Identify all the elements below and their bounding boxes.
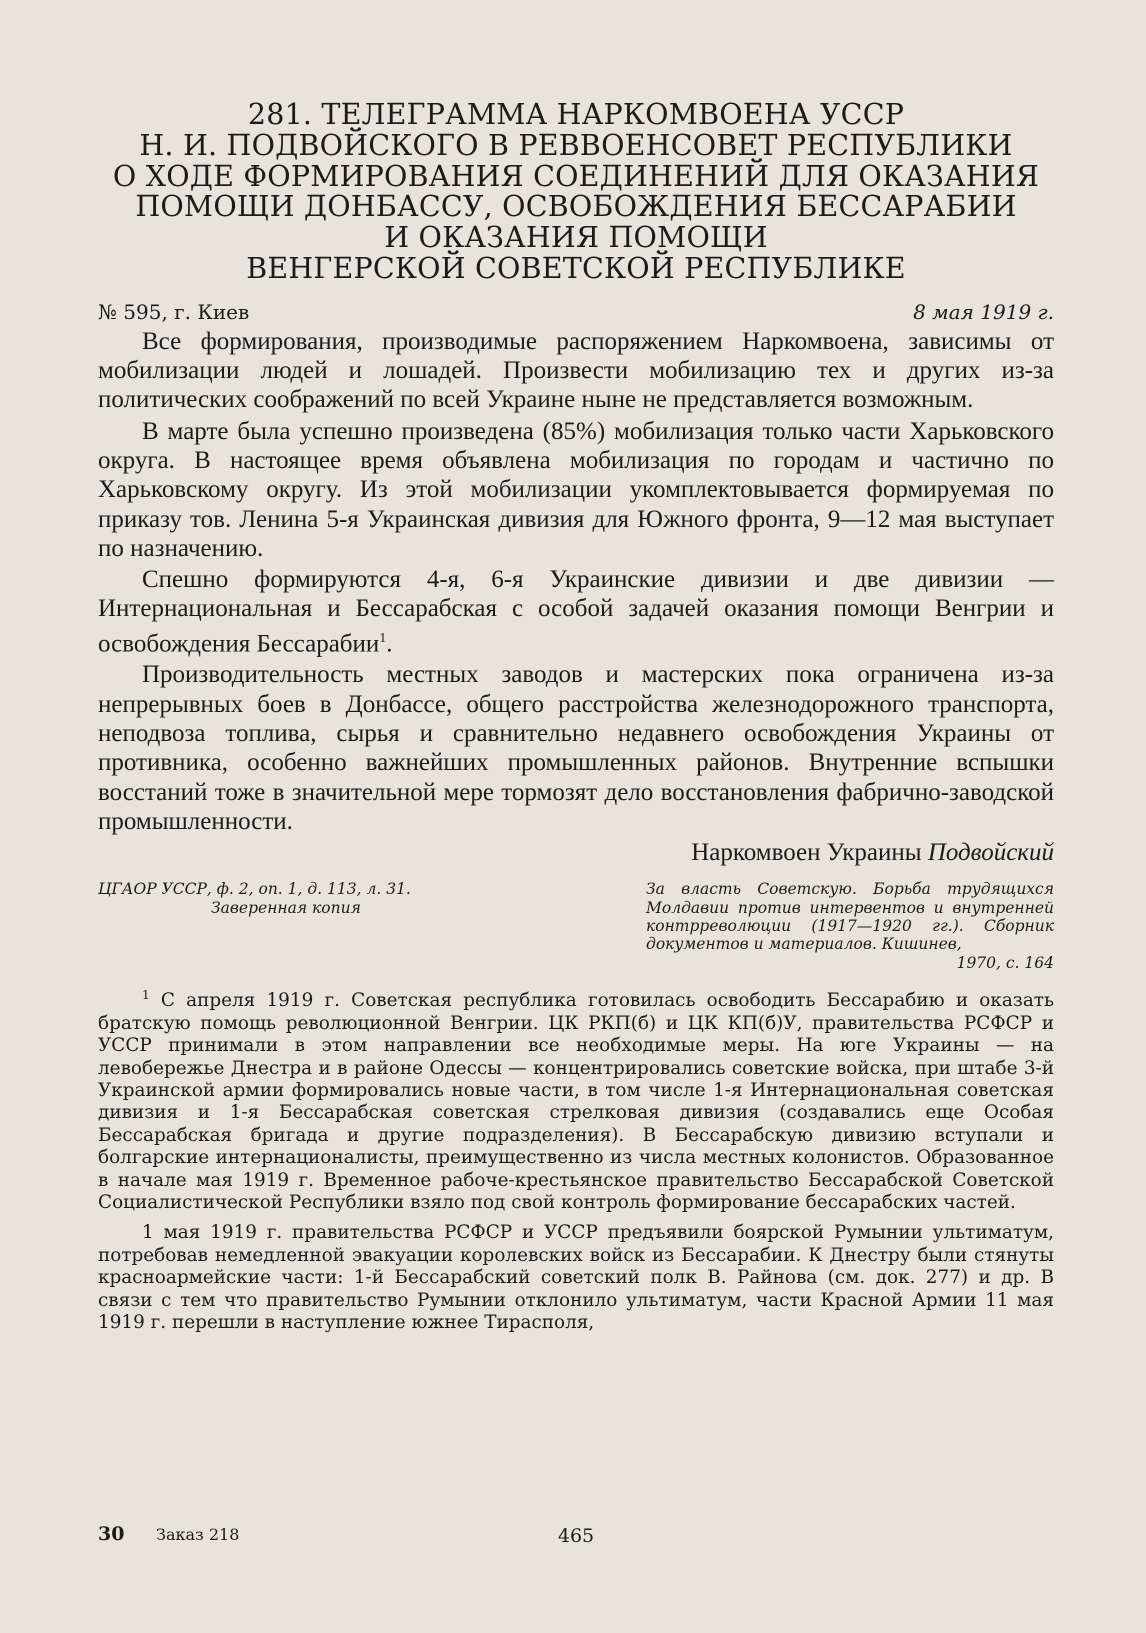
telegram-body — [98, 327, 1054, 836]
footnote-text: С апреля 1919 г. Советская республика готовилась освободить Бессарабию и оказать братскую помощь революционной Венгрии. ЦК РКП(б) и ЦК КП(б)У, правительства РСФСР и УССР принимали в этом направлении все необходимые меры. На юге Украины — на левобережье Днестра и в районе Одессы — концентрировались советские войска, при штабе 3-й Украинской армии формировались новые части, в том числе 1-я Интернациональная советская дивизия и 1-я Бессарабская советская стрелковая дивизия (создавались еще Особая Бессарабская бригада и другие подразделения). В Бессарабскую дивизию вступали и болгарские интернационалисты, преимущественно из числа местных колонистов. Образованное в начале мая 1919 г. Временное рабоче-крестьянское правительство Бессарабской Советской Социалистической Республики взяло под свой контроль формирование бессарабских частей. — [98, 990, 1054, 1213]
document-date: 8 мая 1919 г. — [913, 299, 1054, 324]
dateline — [98, 299, 1054, 325]
body-paragraph-text: Спешно формируются 4-я, 6-я Украинские дивизии и две дивизии — Интернациональная и Бессарабская с особой задачей оказания помощи Венгрии и освобождения Бессарабии — [98, 566, 1054, 658]
title-line: ВЕНГЕРСКОЙ СОВЕТСКОЙ РЕСПУБЛИКЕ — [246, 251, 906, 285]
title-line: 281. ТЕЛЕГРАММА НАРКОМВОЕНА УССР — [247, 98, 905, 131]
archive-reference — [98, 880, 493, 972]
body-paragraph: В марте была успешно произведена (85%) мобилизация только части Харьковского округа. В настоящее время объявлена мобилизация по городам и частично по Харьковскому округу. Из этой мобилизации укомплектовывается формируемая по приказу тов. Ленина 5-я Украинская дивизия для Южного фронта, 9—12 мая выступает по назначению. — [98, 417, 1054, 562]
title-line: ПОМОЩИ ДОНБАССУ, ОСВОБОЖДЕНИЯ БЕССАРАБИИ — [135, 190, 1017, 224]
footnote-continuation: 1 мая 1919 г. правительства РСФСР и УССР предъявили боярской Румынии ультиматум, потребовав немедленной эвакуации королевских войск из Бессарабии. К Днестру были стянуты красноармейские части: 1-й Бессарабский советский полк В. Райнова (см. док. 277) и др. В связи с тем что правительство Румынии отклонило ультиматум, части Красной Армии 11 мая 1919 г. перешли в наступление южнее Тирасполя, — [98, 1222, 1054, 1333]
title-line: Н. И. ПОДВОЙСКОГО В РЕВВОЕНСОВЕТ РЕСПУБЛИКИ — [139, 128, 1013, 162]
body-paragraph — [98, 565, 1054, 658]
source-references — [98, 880, 1054, 972]
document-page — [0, 100, 1146, 1633]
sheet-number: 30 — [98, 1523, 125, 1545]
print-order: Заказ 218 — [156, 1525, 240, 1544]
page-number: 465 — [557, 1525, 595, 1547]
paragraph-end: . — [386, 630, 393, 658]
publication-reference — [646, 880, 1054, 972]
copy-note: Заверенная копия — [211, 898, 361, 917]
footnote-reference: 1 — [379, 630, 387, 646]
publication-year-page: 1970, с. 164 — [956, 953, 1054, 972]
body-paragraph: Все формирования, производимые распоряжением Наркомвоена, зависимы от мобилизации людей и лошадей. Произвести мобилизацию тех и других из-за политических соображений по всей Украине ныне не представляется возможным. — [98, 327, 1054, 414]
signature — [98, 838, 1054, 868]
signature-position: Наркомвоен Украины — [691, 839, 922, 867]
archive-citation: ЦГАОР УССР, ф. 2, оп. 1, д. 113, л. 31. — [98, 880, 411, 899]
document-number: № 595, г. Киев — [98, 299, 250, 324]
document-title — [98, 100, 1054, 285]
footnote — [98, 984, 1054, 1214]
publication-citation: За власть Советскую. Борьба трудящихся Молдавии против интервентов и внутренней контрреволюции (1917—1920 гг.). Сборник документов и материалов. Кишинев, — [646, 880, 1054, 954]
title-line: О ХОДЕ ФОРМИРОВАНИЯ СОЕДИНЕНИЙ ДЛЯ ОКАЗАНИЯ — [112, 159, 1040, 193]
body-paragraph: Производительность местных заводов и мастерских пока ограничена из-за непрерывных боев в Донбассе, общего расстройства железнодорожного транспорта, неподвоза топлива, сырья и сравнительно недавнего освобождения Украины от противника, особенно важнейших промышленных районов. Внутренние вспышки восстаний тоже в значительной мере тормозят дело восстановления фабрично-заводской промышленности. — [98, 661, 1054, 835]
footnote-mark: 1 — [142, 988, 150, 1003]
signature-name: Подвойский — [927, 839, 1054, 867]
footnotes — [98, 984, 1054, 1334]
title-line: И ОКАЗАНИЯ ПОМОЩИ — [384, 221, 768, 255]
